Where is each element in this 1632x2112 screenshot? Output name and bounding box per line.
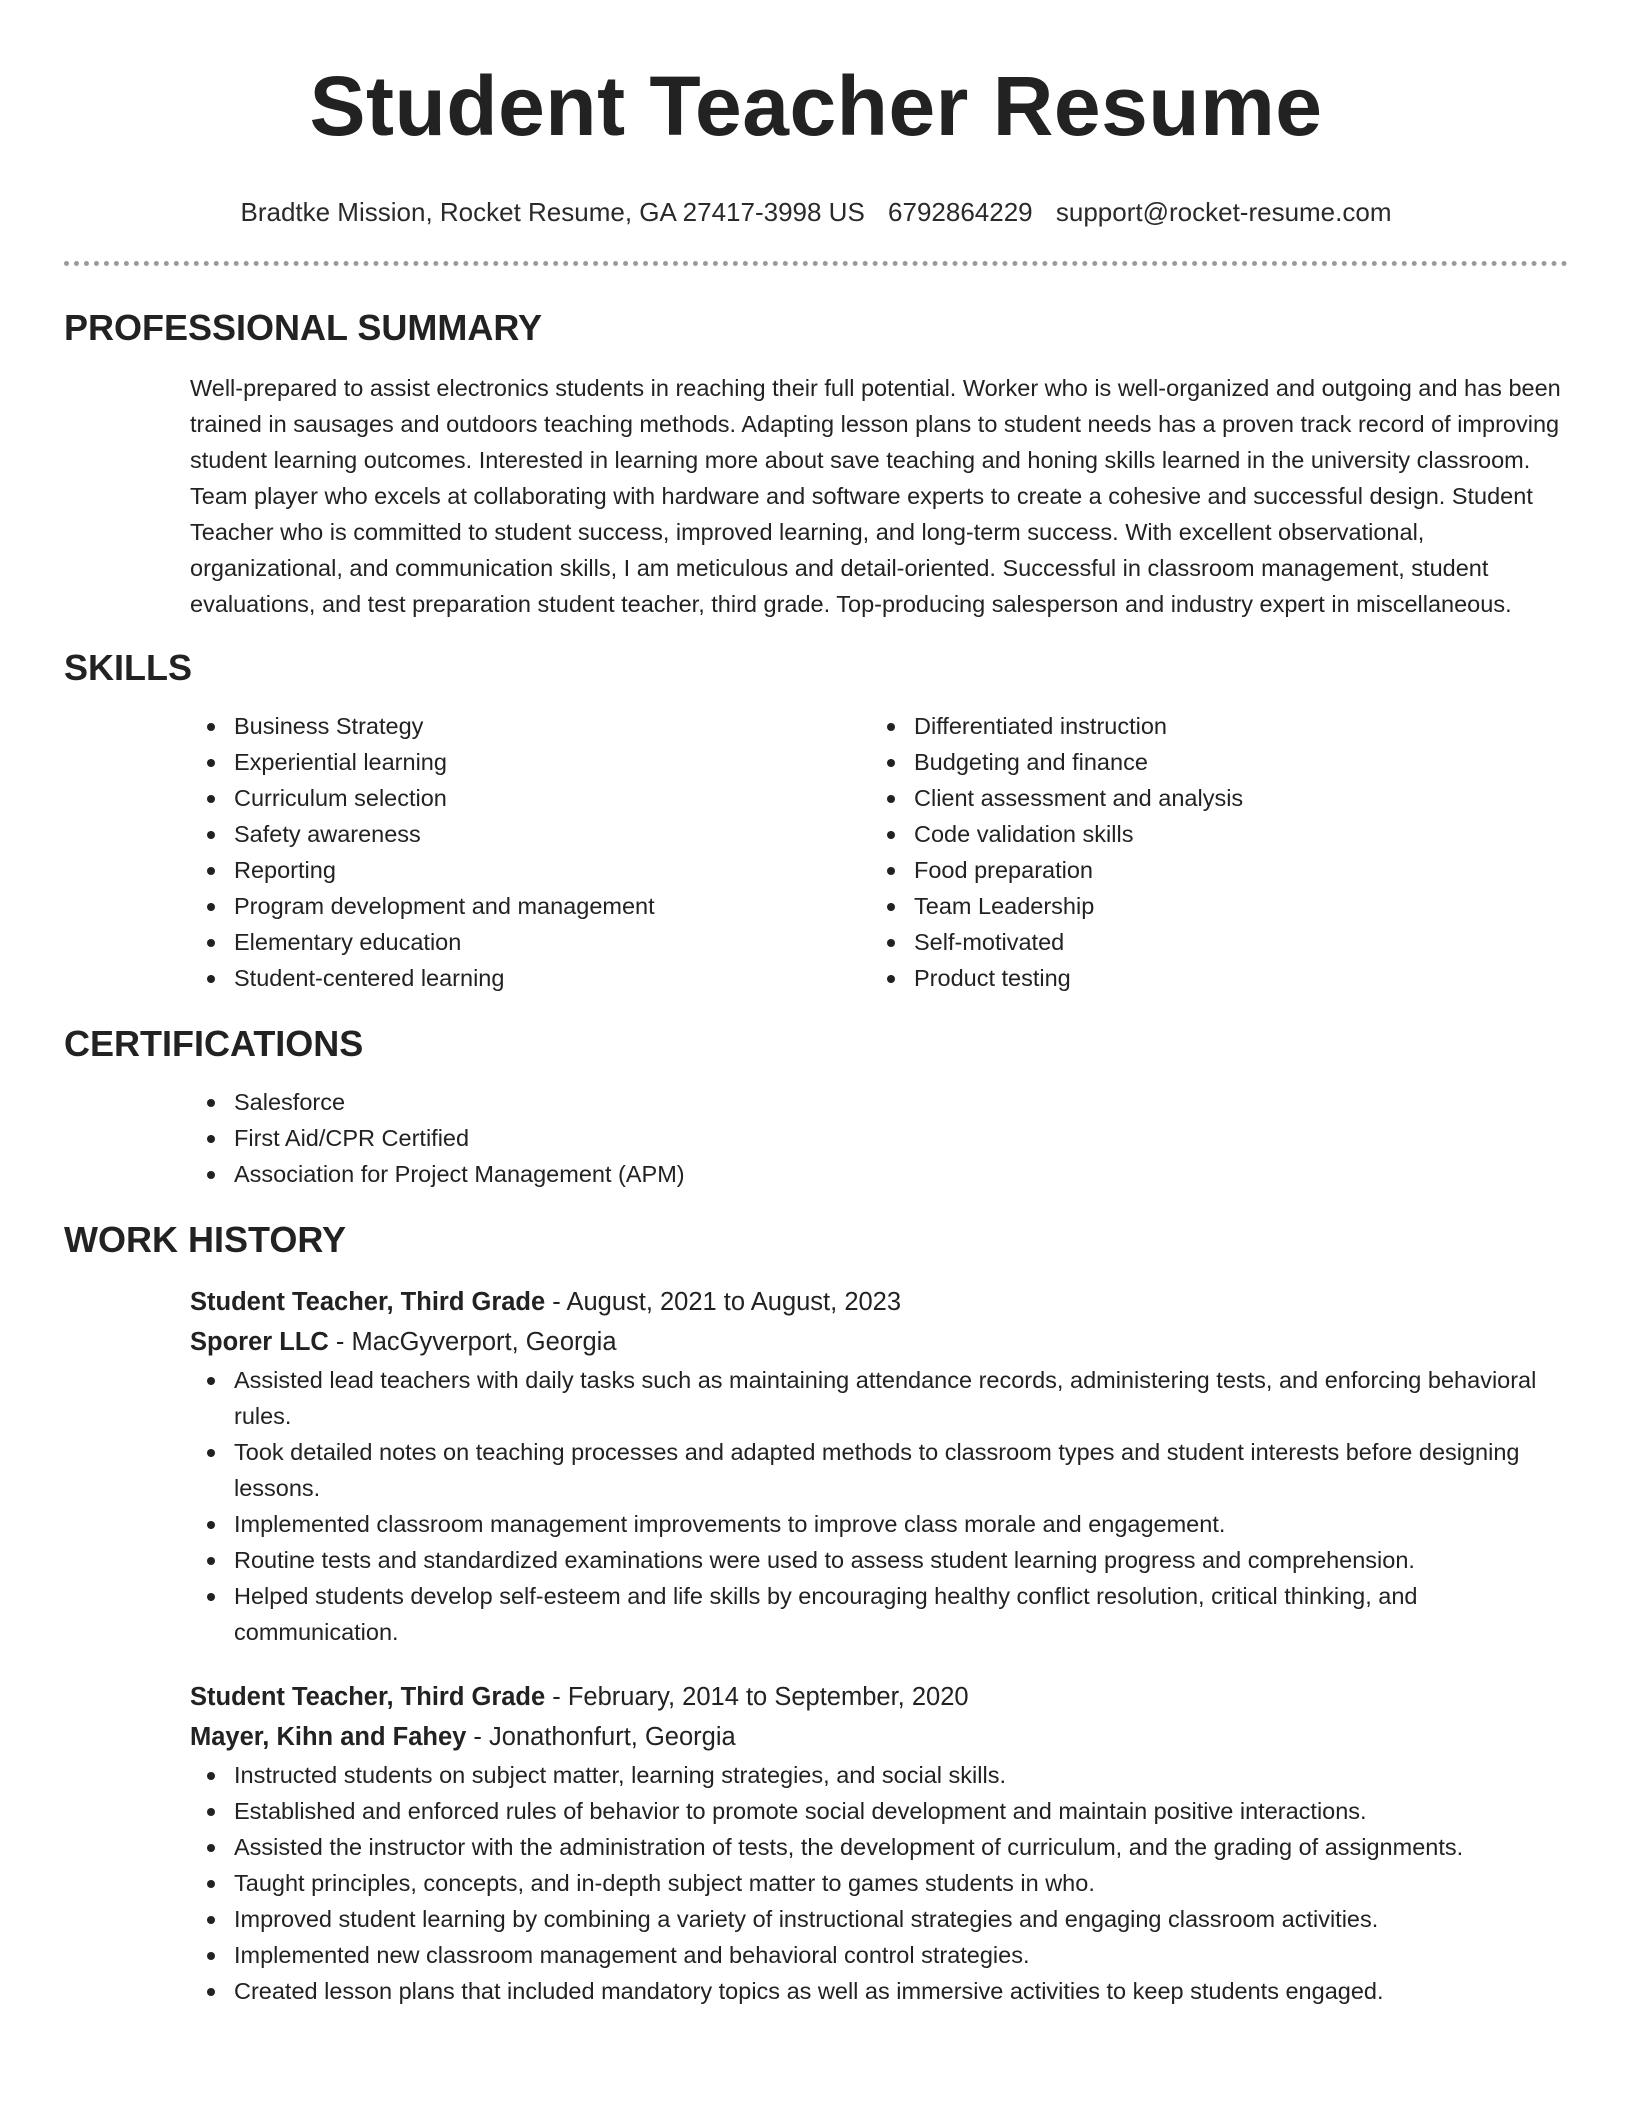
job-bullet: Taught principles, concepts, and in-depth subject matter to games students in who.	[234, 1865, 1568, 1901]
job-bullet: Instructed students on subject matter, learning strategies, and social skills.	[234, 1757, 1568, 1793]
job-entry	[190, 1282, 1568, 1650]
job-company: Mayer, Kihn and Fahey	[190, 1723, 467, 1751]
job-dates: - February, 2014 to September, 2020	[545, 1683, 969, 1711]
job-title: Student Teacher, Third Grade	[190, 1683, 546, 1711]
job-title: Student Teacher, Third Grade	[190, 1288, 546, 1316]
skill-item: Budgeting and finance	[914, 744, 1550, 780]
skill-item: Student-centered learning	[234, 960, 870, 996]
job-entry	[190, 1677, 1568, 2009]
contact-email: support@rocket-resume.com	[1055, 197, 1392, 227]
contact-line	[64, 196, 1568, 228]
job-location: - MacGyverport, Georgia	[328, 1328, 617, 1356]
summary-text: Well-prepared to assist electronics students in reaching their full potential. Worker who is well-organized and outgoing and has been trained in sausages and outdoors teaching methods. Adapting lesson plans to student needs has a proven track record of improving student learning outcomes. Interested in learning more about save teaching and honing skills learned in the university classroom. Team player who excels at collaborating with hardware and software experts to create a cohesive and successful design. Student Teacher who is committed to student success, improved learning, and long-term success. With excellent observational, organizational, and communication skills, I am meticulous and detail-oriented. Successful in classroom management, student evaluations, and test preparation student teacher, third grade. Top-producing salesperson and industry expert in miscellaneous.	[190, 375, 1561, 617]
job-bullet: Routine tests and standardized examinations were used to assess student learning progress and comprehension.	[234, 1542, 1568, 1578]
certification-item: First Aid/CPR Certified	[234, 1120, 1568, 1156]
skill-item: Experiential learning	[234, 744, 870, 780]
job-bullet: Helped students develop self-esteem and life skills by encouraging healthy conflict resolution, critical thinking, and communication.	[234, 1578, 1568, 1650]
job-company-line	[190, 1717, 1568, 1757]
job-bullets	[190, 1362, 1568, 1650]
skill-item: Self-motivated	[914, 924, 1550, 960]
certifications-heading: CERTIFICATIONS	[64, 1023, 364, 1064]
job-bullet: Established and enforced rules of behavior to promote social development and maintain positive interactions.	[234, 1793, 1568, 1829]
skills-column-right	[870, 708, 1550, 996]
contact-address: Bradtke Mission, Rocket Resume, GA 27417-3998 US	[240, 197, 865, 227]
job-title-line	[190, 1677, 1568, 1717]
certification-item: Salesforce	[234, 1084, 1568, 1120]
skill-item: Business Strategy	[234, 708, 870, 744]
skill-item: Code validation skills	[914, 816, 1550, 852]
skill-item: Client assessment and analysis	[914, 780, 1550, 816]
skills-heading: SKILLS	[64, 647, 193, 688]
resume-title: Student Teacher Resume	[309, 59, 1323, 153]
header-divider	[64, 261, 1568, 266]
job-bullet: Created lesson plans that included mandatory topics as well as immersive activities to keep students engaged.	[234, 1973, 1568, 2009]
summary-heading: PROFESSIONAL SUMMARY	[64, 307, 543, 348]
skill-item: Curriculum selection	[234, 780, 870, 816]
job-bullet: Assisted lead teachers with daily tasks such as maintaining attendance records, administering tests, and enforcing behavioral rules.	[234, 1362, 1568, 1434]
skill-item: Safety awareness	[234, 816, 870, 852]
job-bullet: Took detailed notes on teaching processes and adapted methods to classroom types and student interests before designing lessons.	[234, 1434, 1568, 1506]
skill-item: Product testing	[914, 960, 1550, 996]
skill-item: Elementary education	[234, 924, 870, 960]
job-company: Sporer LLC	[190, 1328, 329, 1356]
certification-item: Association for Project Management (APM)	[234, 1156, 1568, 1192]
job-location: - Jonathonfurt, Georgia	[466, 1723, 736, 1751]
job-title-line	[190, 1282, 1568, 1322]
job-bullet: Improved student learning by combining a variety of instructional strategies and engaging classroom activities.	[234, 1901, 1568, 1937]
certifications-list	[190, 1084, 1568, 1192]
job-bullet: Assisted the instructor with the administration of tests, the development of curriculum, and the grading of assignments.	[234, 1829, 1568, 1865]
job-bullet: Implemented classroom management improvements to improve class morale and engagement.	[234, 1506, 1568, 1542]
contact-phone: 6792864229	[888, 197, 1033, 227]
skills-column-left	[190, 708, 870, 996]
work-history-heading: WORK HISTORY	[64, 1219, 347, 1260]
skill-item: Food preparation	[914, 852, 1550, 888]
skill-item: Differentiated instruction	[914, 708, 1550, 744]
skill-item: Reporting	[234, 852, 870, 888]
job-bullets	[190, 1757, 1568, 2009]
job-dates: - August, 2021 to August, 2023	[545, 1288, 902, 1316]
skill-item: Team Leadership	[914, 888, 1550, 924]
job-company-line	[190, 1322, 1568, 1362]
skills-list	[190, 708, 1568, 996]
job-bullet: Implemented new classroom management and behavioral control strategies.	[234, 1937, 1568, 1973]
skill-item: Program development and management	[234, 888, 870, 924]
